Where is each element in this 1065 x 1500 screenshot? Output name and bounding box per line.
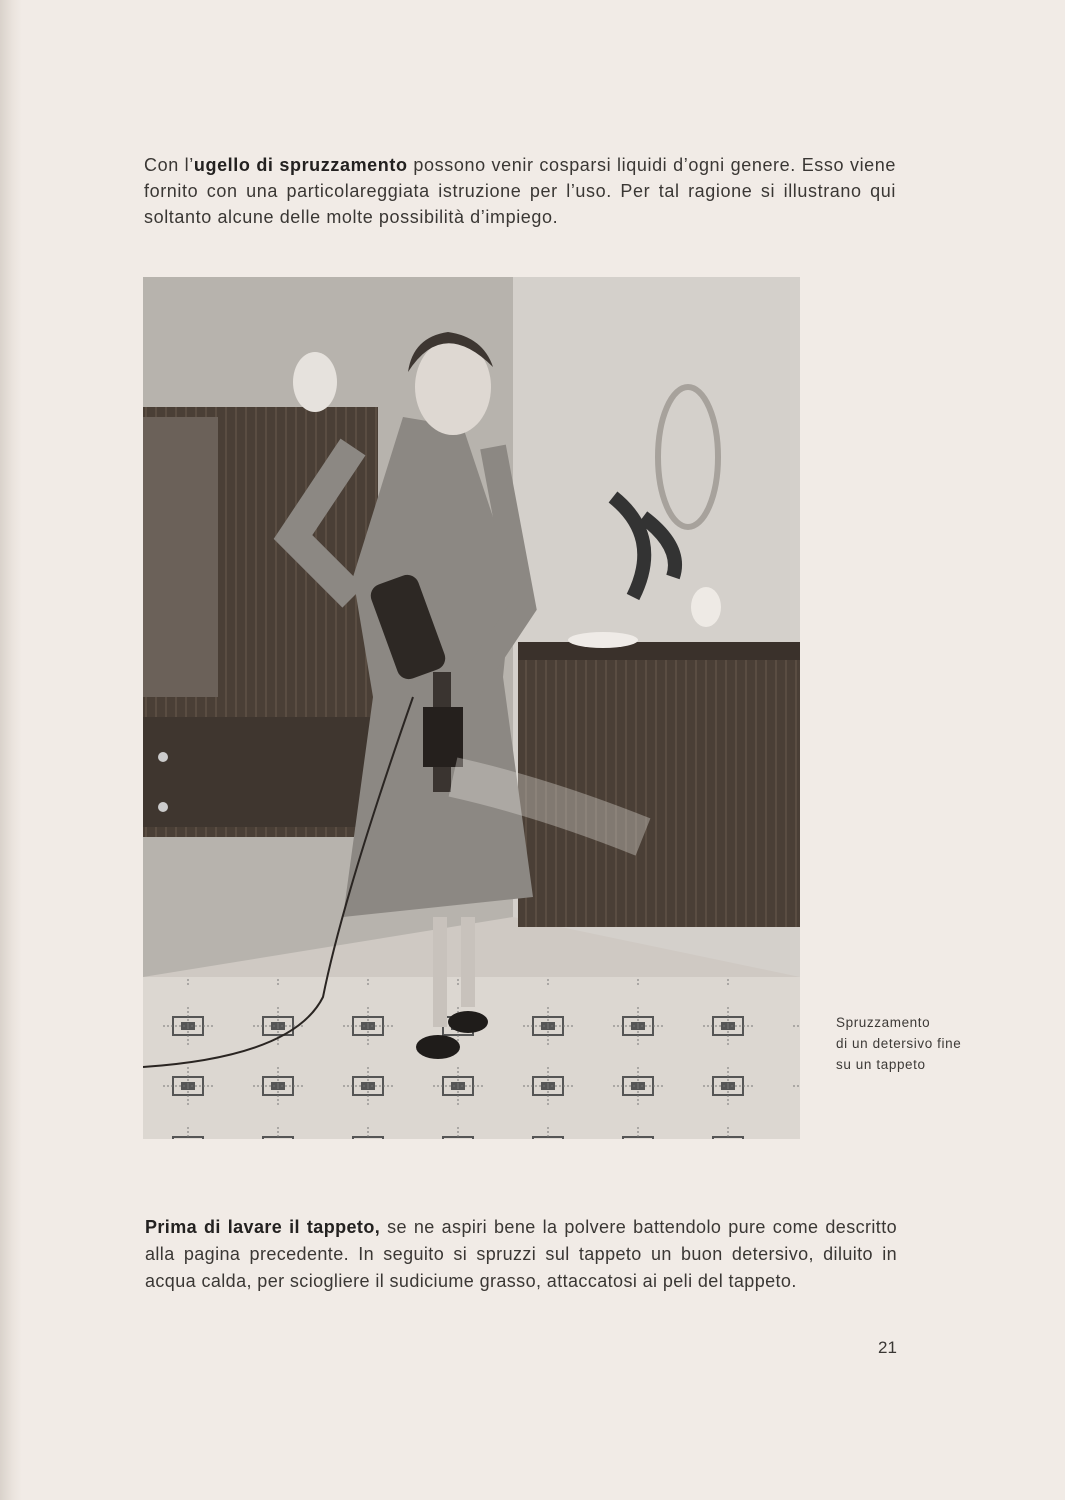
caption-line: di un detersivo fine [836,1036,962,1051]
outro-emphasis: Prima di lavare il tappeto, [145,1217,381,1237]
photo-woman-spraying-carpet [143,277,800,1139]
page-edge [0,0,22,1500]
photo-caption [836,1012,1006,1075]
page-number: 21 [878,1338,897,1357]
intro-paragraph [144,152,896,230]
photo-illustration [143,277,800,1139]
intro-rest: possono venir cosparsi liquidi d’ogni genere. Esso viene fornito con una particolareggiata istruzione per l’uso. Per tal ragione si illustrano qui soltanto alcune delle molte possibilità d’impiego. [144,155,896,227]
intro-emphasis: ugello di spruzzamento [193,155,408,175]
caption-line: su un tappeto [836,1057,926,1072]
intro-lead: Con l’ [144,155,194,175]
outro-rest: se ne aspiri bene la polvere battendolo pure come descritto alla pagina precedente. In seguito si spruzzi sul tappeto un buon detersivo, diluito in acqua calda, per sciogliere il sudiciume grasso, attaccatosi ai peli del tappeto. [145,1217,898,1291]
outro-paragraph [145,1214,897,1295]
caption-line: Spruzzamento [836,1015,931,1030]
